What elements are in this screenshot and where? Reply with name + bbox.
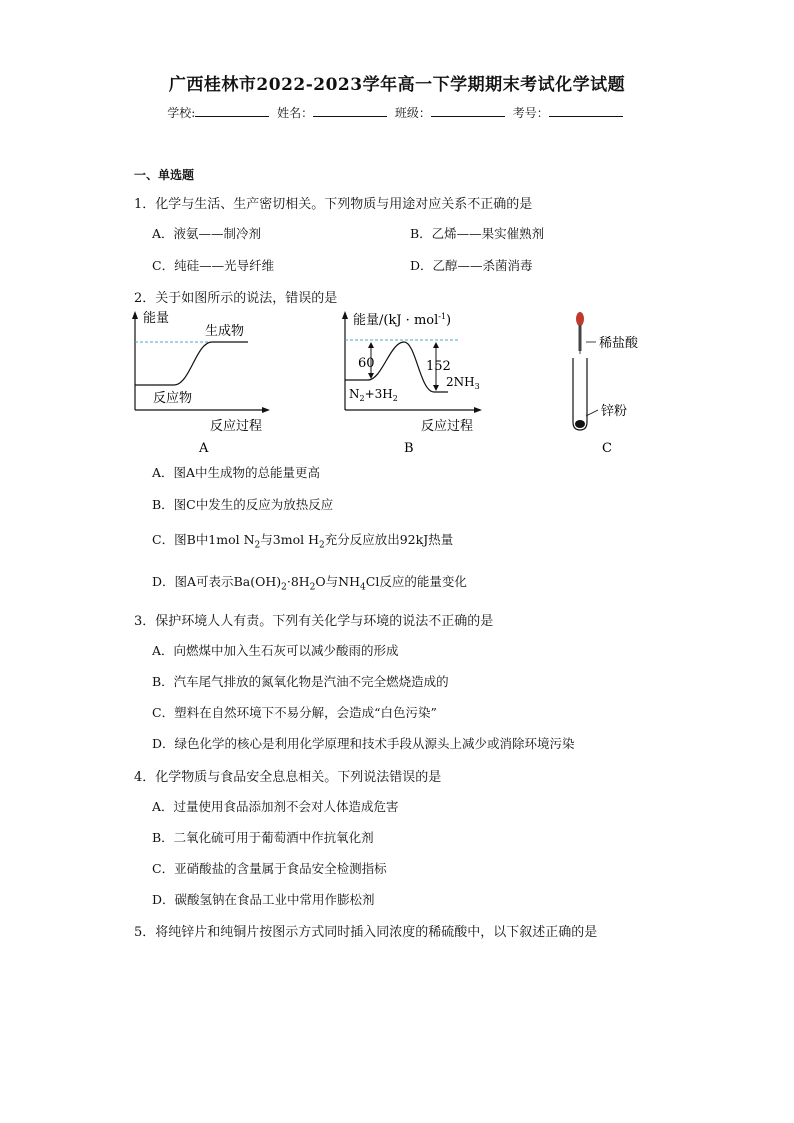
figure-b-xlabel: 反应过程 [421, 419, 474, 434]
test-tube-icon [573, 358, 587, 430]
dropper-bulb-icon [576, 312, 584, 326]
class-blank[interactable] [431, 104, 505, 117]
q2-option-a: A．图A中生成物的总能量更高 [152, 465, 321, 480]
section-heading: 一、单选题 [134, 168, 195, 182]
q2-option-c: C．图B中1mol $N_2$与3mol $H_2$充分反应放出92kJ热量 [152, 532, 454, 551]
question-5-stem: 5．将纯锌片和纯铜片按图示方式同时插入同浓度的稀硫酸中，以下叙述正确的是 [134, 925, 598, 940]
number-label: 考号： [512, 106, 549, 120]
school-label: 学校: [167, 106, 196, 120]
figure-b [338, 306, 488, 458]
exam-title: 广西桂林市2022-2023学年高一下学期期末考试化学试题 [168, 75, 626, 95]
figure-c-zinc-label: 锌粉 [601, 404, 628, 419]
class-label: 班级： [394, 106, 431, 120]
figure-b-value-60: 60 [358, 356, 375, 371]
figure-b-x-arrow [474, 407, 482, 413]
question-1-stem: 1．化学与生活、生产密切相关。下列物质与用途对应关系不正确的是 [134, 197, 533, 212]
name-blank[interactable] [313, 104, 387, 117]
question-2-stem: 2．关于如图所示的说法，错误的是 [134, 291, 338, 306]
q2-option-d: D．图A可表示$Ba(OH)_2\cdot 8H_2O$与$NH_4Cl$反应的能量变化 [152, 574, 467, 593]
figure-a-y-arrow [132, 311, 138, 319]
q3-option-c: C．塑料在自然环境下不易分解，会造成“白色污染” [152, 705, 437, 720]
q3-option-d: D．绿色化学的核心是利用化学原理和技术手段从源头上减少或消除环境污染 [152, 736, 575, 751]
q1-option-d: D．乙醇——杀菌消毒 [410, 258, 533, 273]
figure-b-ylabel: 能量/(kJ · mol$^{-1}$) [353, 312, 452, 328]
figure-a-reactant-label: 反应物 [153, 391, 193, 406]
q4-option-c: C．亚硝酸盐的含量属于食品安全检测指标 [152, 861, 387, 876]
number-blank[interactable] [549, 104, 623, 117]
question-3-stem: 3．保护环境人人有责。下列有关化学与环境的说法不正确的是 [134, 614, 494, 629]
q3-option-b: B．汽车尾气排放的氮氧化物是汽油不完全燃烧造成的 [152, 674, 449, 689]
q4-option-b: B．二氧化硫可用于葡萄酒中作抗氧化剂 [152, 830, 374, 845]
figure-a-energy-curve [135, 342, 248, 385]
figure-b-y-arrow [342, 311, 348, 319]
figure-b-product-label: $2NH_3$ [446, 375, 480, 391]
figure-c [560, 306, 660, 458]
question-4-stem: 4．化学物质与食品安全息息相关。下列说法错误的是 [134, 770, 442, 785]
name-label: 姓名： [277, 106, 314, 120]
figure-b-value-152: 152 [426, 359, 451, 374]
figure-a [128, 308, 278, 458]
figure-a-x-arrow [262, 407, 270, 413]
figure-c-caption: C [602, 441, 612, 456]
figure-a-product-label: 生成物 [205, 324, 245, 339]
student-info-line [0, 104, 794, 121]
q1-option-a: A．液氨——制冷剂 [152, 226, 262, 241]
q1-option-c: C．纯硅——光导纤维 [152, 258, 275, 273]
q4-option-d: D．碳酸氢钠在食品工业中常用作膨松剂 [152, 892, 375, 907]
school-blank[interactable] [195, 104, 269, 117]
q3-option-a: A．向燃煤中加入生石灰可以减少酸雨的形成 [152, 643, 399, 658]
figure-b-reactant-label: $N_2+3H_2$ [349, 387, 398, 403]
q4-option-a: A．过量使用食品添加剂不会对人体造成危害 [152, 799, 399, 814]
figure-a-xlabel: 反应过程 [210, 419, 263, 434]
zinc-powder-icon [575, 420, 585, 428]
figure-b-caption: B [404, 441, 414, 456]
dropper-tube-icon [579, 325, 582, 351]
figure-a-ylabel: 能量 [143, 311, 170, 326]
figure-a-caption: A [199, 441, 209, 456]
q1-option-b: B．乙烯——果实催熟剂 [410, 226, 545, 241]
q2-option-b: B．图C中发生的反应为放热反应 [152, 497, 334, 512]
figure-c-acid-label: 稀盐酸 [599, 336, 639, 351]
